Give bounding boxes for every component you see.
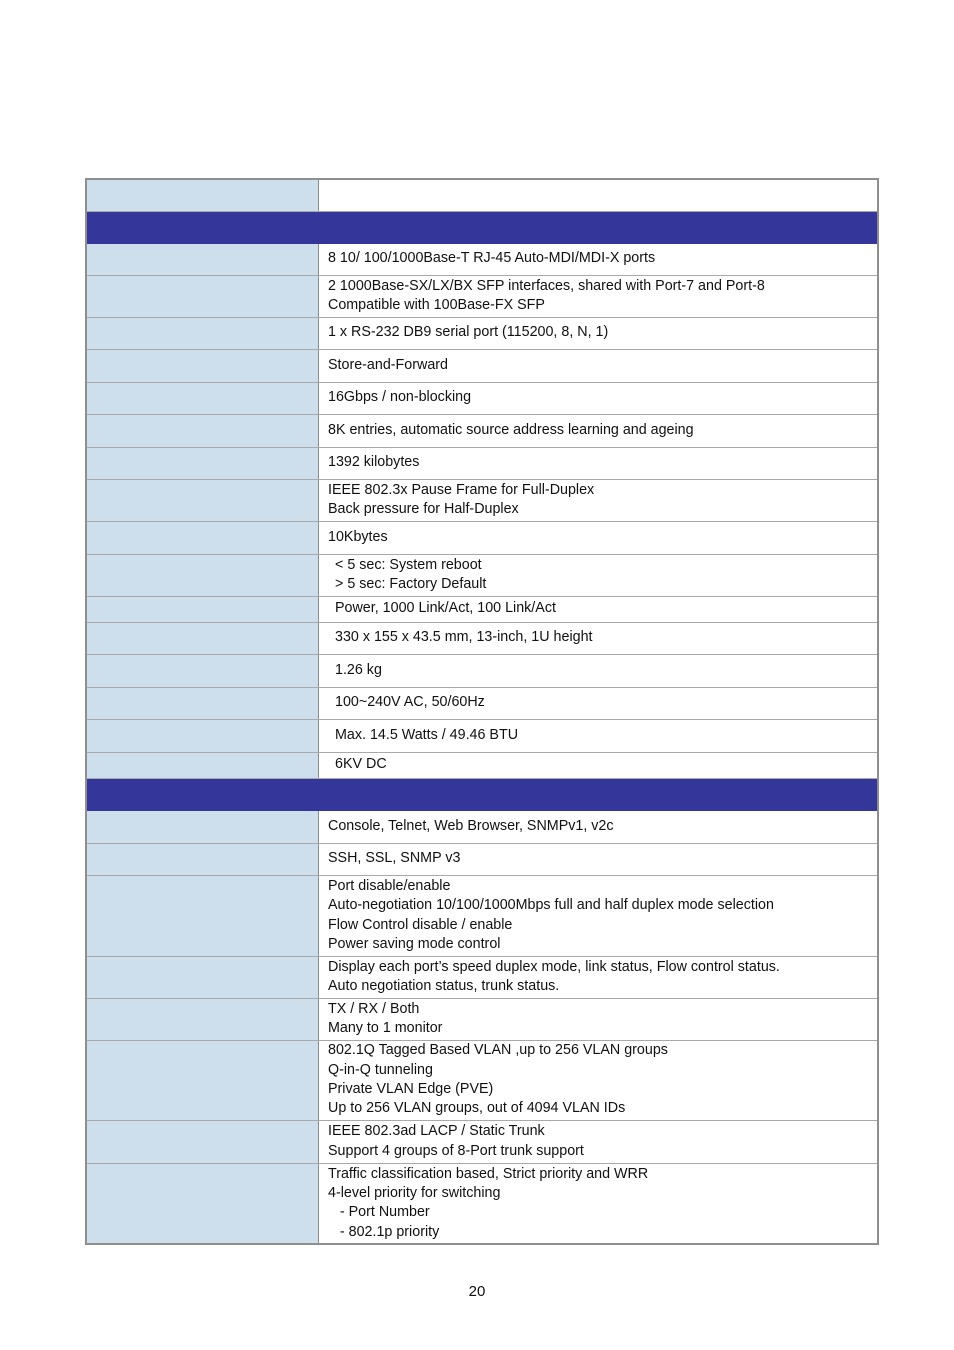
spec-value-line: 10Kbytes [328,528,388,545]
spec-value-cell [319,752,879,778]
spec-value-cell [319,479,879,521]
table-header-row [86,179,878,211]
spec-value-cell [319,998,879,1040]
section-header-bar [86,778,878,810]
spec-value-line: 8 10/ 100/1000Base-T RJ-45 Auto-MDI/MDI-X ports [328,250,656,267]
spec-value-cell [319,349,879,382]
spec-value-line: Private VLAN Edge (PVE) [328,1081,494,1097]
spec-label-cell [86,622,319,654]
spec-label-cell [86,554,319,596]
spec-value-line: SSH, SSL, SNMP v3 [328,850,461,867]
spec-value-cell [319,275,879,317]
spec-row [86,622,878,654]
spec-label-cell [86,447,319,479]
spec-value-line: - 802.1p priority [328,1223,440,1240]
spec-value-line: 1392 kilobytes [328,454,420,471]
spec-row [86,479,878,521]
spec-value-line: Support 4 groups of 8-Port trunk support [328,1142,584,1159]
spec-value-line: 100~240V AC, 50/60Hz [335,694,485,711]
spec-label-cell [86,956,319,998]
spec-row [86,810,878,843]
spec-label-cell [86,875,319,956]
spec-row [86,317,878,349]
spec-row [86,956,878,998]
spec-row [86,875,878,956]
spec-value-line: 8K entries, automatic source address learning and ageing [328,421,694,438]
spec-value-line: Q-in-Q tunneling [328,1061,433,1078]
spec-row [86,1040,878,1120]
spec-value-line: Back pressure for Half-Duplex [328,501,519,517]
spec-label-cell [86,349,319,382]
spec-row [86,719,878,752]
spec-label-cell [86,719,319,752]
page-number: 20 [468,1283,486,1300]
spec-value-line: IEEE 802.3ad LACP / Static Trunk [328,1123,545,1140]
spec-row [86,1163,878,1244]
spec-row [86,554,878,596]
spec-row [86,752,878,778]
spec-value-cell [319,382,879,414]
spec-value-line: Traffic classification based, Strict priority and WRR [328,1165,649,1182]
spec-row [86,275,878,317]
spec-value-line: Up to 256 VLAN groups, out of 4094 VLAN IDs [328,1100,626,1117]
spec-label-cell [86,810,319,843]
spec-label-cell [86,243,319,275]
spec-value-line: Auto-negotiation 10/100/1000Mbps full and half duplex mode selection [328,897,774,914]
spec-row [86,447,878,479]
spec-row [86,596,878,622]
spec-value-line: 802.1Q Tagged Based VLAN ,up to 256 VLAN groups [328,1042,668,1059]
spec-value-cell [319,596,879,622]
spec-label-cell [86,998,319,1040]
spec-value-line: 330 x 155 x 43.5 mm, 13-inch, 1U height [335,629,593,646]
spec-value-cell [319,521,879,554]
spec-label-cell [86,654,319,687]
specification-table [85,178,879,1245]
spec-label-cell [86,521,319,554]
spec-label-cell [86,317,319,349]
section-header-row [86,778,878,810]
spec-value-cell [319,654,879,687]
spec-row [86,243,878,275]
spec-value-cell [319,719,879,752]
spec-value-cell [319,1040,879,1120]
spec-value-line: > 5 sec: Factory Default [335,576,487,592]
spec-value-cell [319,810,879,843]
spec-label-cell [86,843,319,875]
spec-value-line: Power, 1000 Link/Act, 100 Link/Act [335,600,556,617]
spec-value-cell [319,1163,879,1244]
spec-row [86,1120,878,1163]
spec-row [86,382,878,414]
section-header-row [86,211,878,243]
spec-row [86,998,878,1040]
spec-value-line: Many to 1 monitor [328,1020,443,1036]
spec-value-line: Display each port’s speed duplex mode, link status, Flow control status. [328,958,780,975]
spec-value-cell [319,179,879,211]
specification-table-body [86,179,878,1244]
spec-label-cell [86,275,319,317]
spec-row [86,843,878,875]
spec-value-line: 2 1000Base-SX/LX/BX SFP interfaces, shared with Port-7 and Port-8 [328,277,765,294]
spec-value-line: 6KV DC [335,756,387,773]
spec-value-cell [319,956,879,998]
spec-value-line: Console, Telnet, Web Browser, SNMPv1, v2c [328,817,614,834]
spec-value-line: Max. 14.5 Watts / 49.46 BTU [335,726,519,743]
spec-value-line: Compatible with 100Base-FX SFP [328,297,545,313]
spec-label-cell [86,687,319,719]
spec-value-line: 4-level priority for switching [328,1184,501,1201]
spec-value-cell [319,243,879,275]
spec-value-line: IEEE 802.3x Pause Frame for Full-Duplex [328,481,595,498]
spec-value-line: - Port Number [328,1204,430,1221]
spec-value-cell [319,414,879,447]
spec-label-cell [86,179,319,211]
spec-label-cell [86,414,319,447]
spec-value-cell [319,875,879,956]
spec-row [86,654,878,687]
spec-value-cell [319,317,879,349]
spec-label-cell [86,1163,319,1244]
spec-value-cell [319,447,879,479]
spec-value-line: 1 x RS-232 DB9 serial port (115200, 8, N, 1) [328,324,609,341]
spec-label-cell [86,596,319,622]
spec-value-line: Store-and-Forward [328,356,448,373]
spec-row [86,414,878,447]
spec-value-line: Power saving mode control [328,935,501,952]
spec-value-line: Port disable/enable [328,877,451,894]
spec-value-cell [319,554,879,596]
spec-row [86,521,878,554]
spec-value-line: < 5 sec: System reboot [335,556,482,573]
spec-value-line: Auto negotiation status, trunk status. [328,978,560,994]
spec-label-cell [86,382,319,414]
spec-value-line: 16Gbps / non-blocking [328,389,472,406]
spec-value-cell [319,1120,879,1163]
spec-label-cell [86,1120,319,1163]
spec-value-cell [319,622,879,654]
spec-value-cell [319,687,879,719]
spec-label-cell [86,752,319,778]
spec-row [86,687,878,719]
spec-value-line: 1.26 kg [335,661,382,678]
spec-value-line: TX / RX / Both [328,1000,420,1017]
spec-value-line: Flow Control disable / enable [328,916,513,933]
section-header-bar [86,211,878,243]
spec-label-cell [86,1040,319,1120]
spec-label-cell [86,479,319,521]
spec-row [86,349,878,382]
spec-value-cell [319,843,879,875]
